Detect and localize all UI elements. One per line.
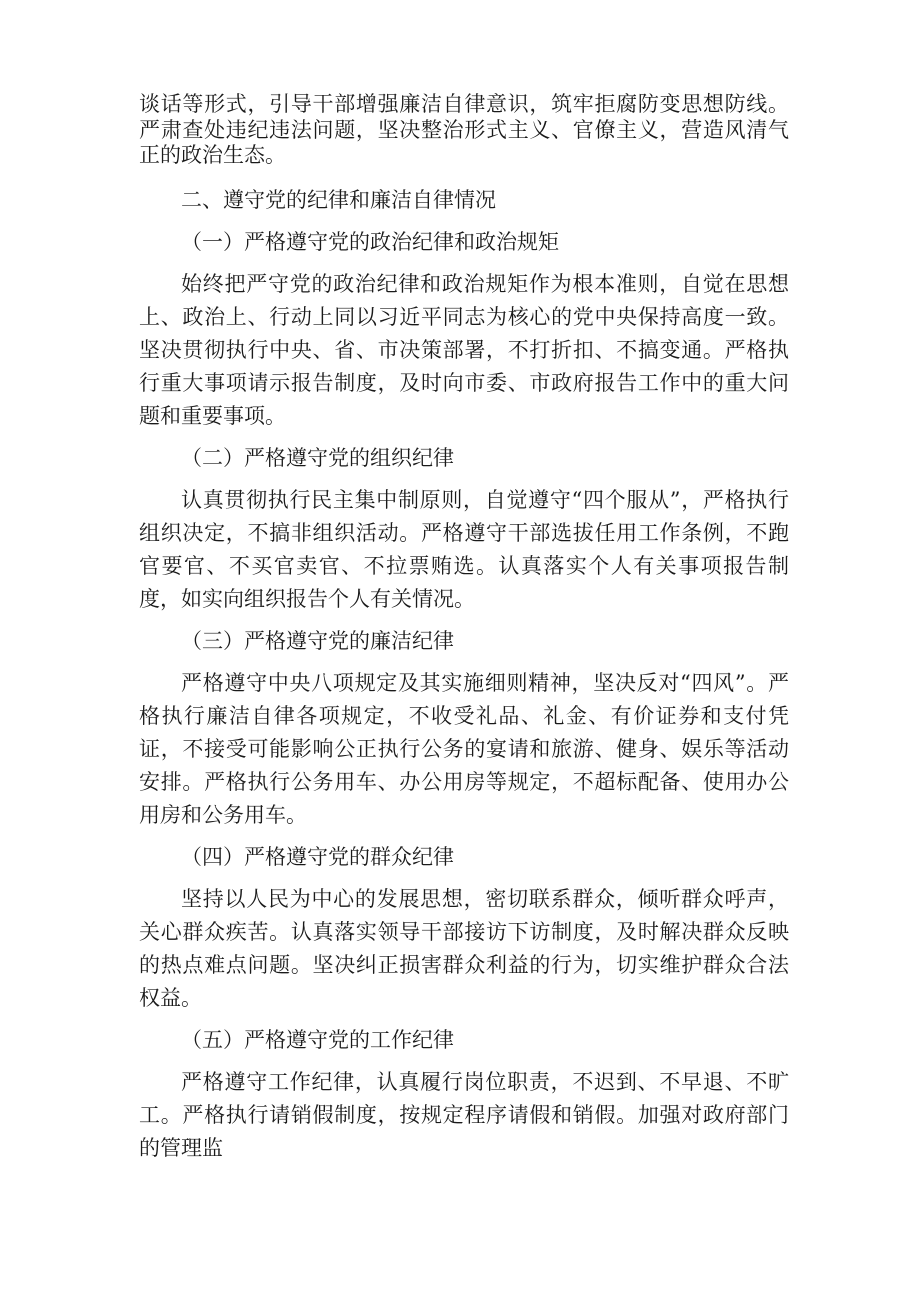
paragraph-political-discipline: 始终把严守党的政治纪律和政治规矩作为根本准则，自觉在思想上、政治上、行动上同以习近平同志为核心的党中央保持高度一致。坚决贯彻执行中央、省、市决策部署，不打折扣、不搞变通。严格执行重大事项请示报告制度，及时向市委、市政府报告工作中的重大问题和重要事项。 (139, 271, 789, 428)
subheading-work-discipline: （五）严格遵守党的工作纪律 (181, 1027, 454, 1052)
subheading-organizational-discipline: （二）严格遵守党的组织纪律 (181, 445, 454, 470)
paragraph-organizational-discipline: 认真贯彻执行民主集中制原则，自觉遵守“四个服从”，严格执行组织决定，不搞非组织活动。严格遵守干部选拔任用工作条例，不跑官要官、不买官卖官、不拉票贿选。认真落实个人有关事项报告制度，如实向组织报告个人有关情况。 (139, 487, 789, 611)
document-body (139, 92, 789, 1165)
paragraph-continuation: 谈话等形式，引导干部增强廉洁自律意识，筑牢拒腐防变思想防线。严肃查处违纪违法问题，坚决整治形式主义、官僚主义，营造风清气正的政治生态。 (139, 92, 789, 167)
paragraph-integrity-discipline: 严格遵守中央八项规定及其实施细则精神，坚决反对“四风”。严格执行廉洁自律各项规定，不收受礼品、礼金、有价证券和支付凭证，不接受可能影响公正执行公务的宴请和旅游、健身、娱乐等活动安排。严格执行公务用车、办公用房等规定，不超标配备、使用办公用房和公务用车。 (139, 670, 789, 827)
subheading-mass-discipline: （四）严格遵守党的群众纪律 (181, 844, 454, 869)
section-heading-2: 二、遵守党的纪律和廉洁自律情况 (181, 187, 496, 212)
subheading-political-discipline: （一）严格遵守党的政治纪律和政治规矩 (181, 229, 559, 254)
paragraph-mass-discipline: 坚持以人民为中心的发展思想，密切联系群众，倾听群众呼声，关心群众疾苦。认真落实领导干部接访下访制度，及时解决群众反映的热点难点问题。坚决纠正损害群众利益的行为，切实维护群众合法权益。 (139, 886, 789, 1010)
paragraph-work-discipline: 严格遵守工作纪律，认真履行岗位职责，不迟到、不早退、不旷工。严格执行请销假制度，按规定程序请假和销假。加强对政府部门的管理监 (139, 1069, 789, 1160)
subheading-integrity-discipline: （三）严格遵守党的廉洁纪律 (181, 628, 454, 653)
